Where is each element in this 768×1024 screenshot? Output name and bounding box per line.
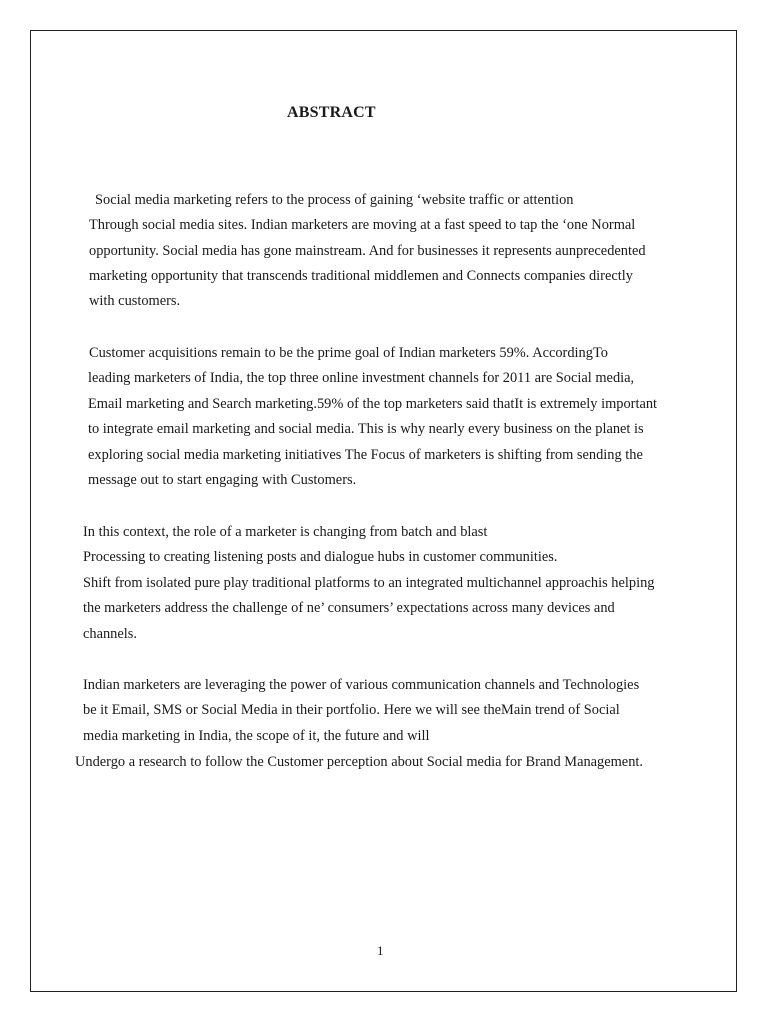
- text-line: Processing to creating listening posts and dialogue hubs in customer communities.: [83, 549, 558, 565]
- abstract-title: ABSTRACT: [287, 104, 376, 121]
- text-line: with customers.: [89, 293, 181, 309]
- text-line: to integrate email marketing and social media. This is why nearly every business on the planet is: [88, 421, 644, 437]
- text-line: Indian marketers are leveraging the power of various communication channels and Technologies: [83, 677, 640, 693]
- text-line: Email marketing and Search marketing.59% of the top marketers said thatIt is extremely important: [88, 396, 658, 412]
- text-line: Shift from isolated pure play traditional platforms to an integrated multichannel approachis helping: [83, 575, 655, 591]
- text-line: message out to start engaging with Customers.: [88, 472, 357, 488]
- text-line: In this context, the role of a marketer is changing from batch and blast: [83, 524, 488, 540]
- page-number: 1: [377, 943, 384, 958]
- text-line: be it Email, SMS or Social Media in their portfolio. Here we will see theMain trend of Social: [83, 702, 620, 718]
- text-line: Social media marketing refers to the process of gaining ‘website traffic or attention: [95, 192, 574, 208]
- text-line: channels.: [83, 626, 137, 642]
- text-line: exploring social media marketing initiatives The Focus of marketers is shifting from sending the: [88, 447, 643, 463]
- text-line: Through social media sites. Indian marketers are moving at a fast speed to tap the ‘one Normal: [89, 217, 636, 233]
- text-line: leading marketers of India, the top three online investment channels for 2011 are Social media,: [88, 370, 635, 386]
- text-line: marketing opportunity that transcends traditional middlemen and Connects companies directly: [89, 268, 633, 284]
- text-line: opportunity. Social media has gone mainstream. And for businesses it represents aunprecedented: [89, 243, 646, 259]
- text-line: Undergo a research to follow the Customer perception about Social media for Brand Management.: [75, 754, 643, 770]
- text-line: Customer acquisitions remain to be the prime goal of Indian marketers 59%. AccordingTo: [89, 345, 608, 361]
- page-border: [30, 30, 737, 992]
- text-line: the marketers address the challenge of ne’ consumers’ expectations across many devices and: [83, 600, 615, 616]
- text-line: media marketing in India, the scope of it, the future and will: [83, 728, 430, 744]
